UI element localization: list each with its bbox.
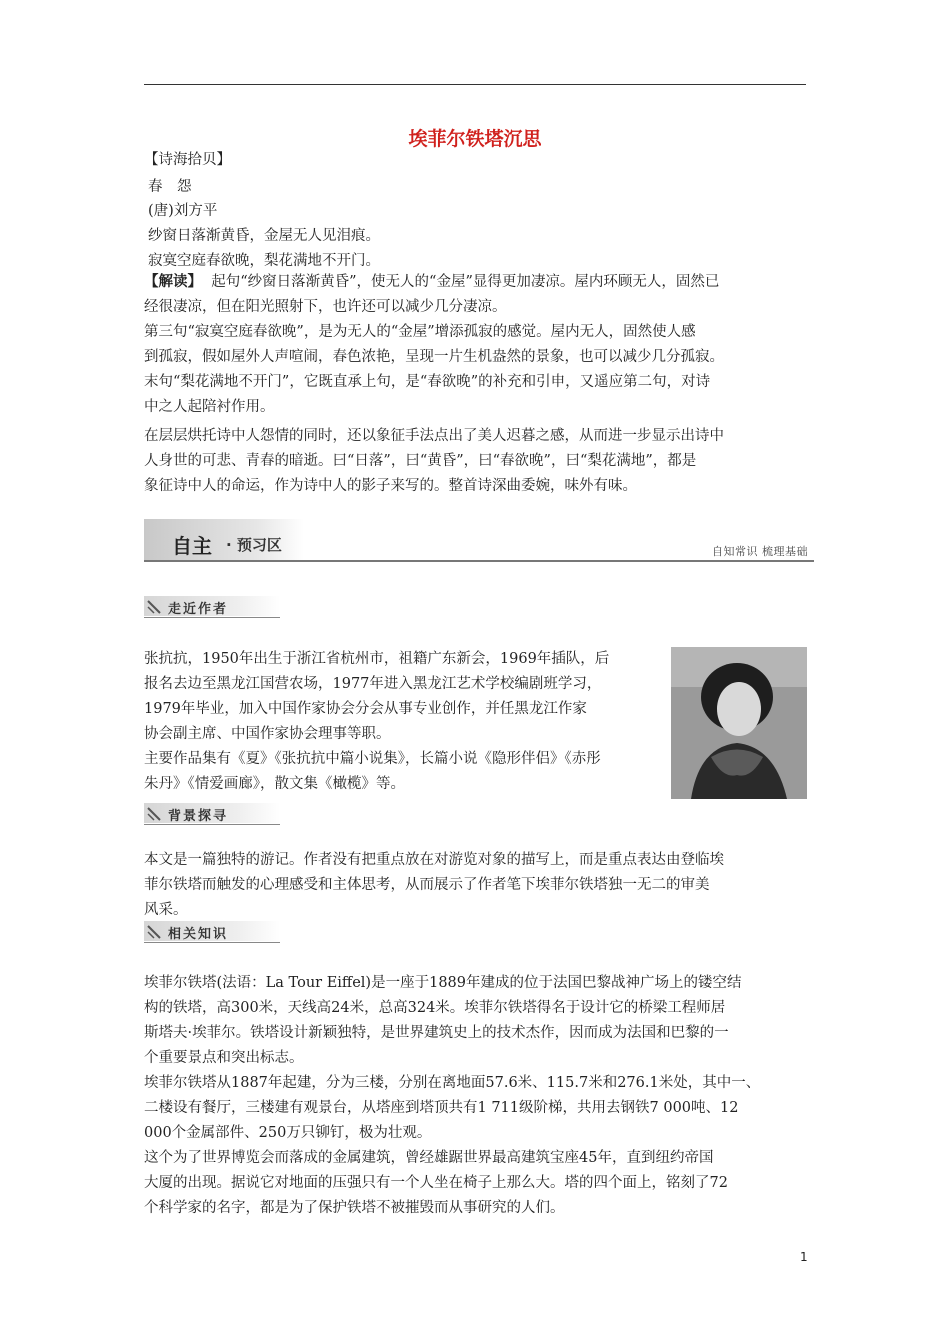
tag-label: 相关知识	[168, 927, 229, 942]
knowledge-line: 斯塔夫·埃菲尔。铁塔设计新颖独特，是世界建筑史上的技术杰作，因而成为法国和巴黎的一	[144, 1025, 729, 1041]
author-line: 1979年毕业，加入中国作家协会分会从事专业创作，并任黑龙江作家	[144, 701, 587, 717]
author-portrait	[671, 647, 807, 799]
tag-label: 背景探寻	[168, 809, 229, 824]
banner-right-text: 自知常识 梳理基础	[712, 545, 808, 558]
poem-section-header: 【诗海拾贝】	[144, 152, 231, 168]
portrait-image	[671, 647, 807, 799]
interpretation-line: 在层层烘托诗中人怨情的同时，还以象征手法点出了美人迟暮之感，从而进一步显示出诗中	[144, 428, 724, 444]
knowledge-line: 大厦的出现。据说它对地面的压强只有一个人坐在椅子上那么大。塔的四个面上，铭刻了72	[144, 1175, 728, 1191]
slash-icon	[146, 598, 162, 614]
interpretation-line: 象征诗中人的命运，作为诗中人的影子来写的。整首诗深曲委婉，味外有味。	[144, 478, 637, 494]
knowledge-line: 这个为了世界博览会而落成的金属建筑，曾经雄踞世界最高建筑宝座45年，直到纽约帝国	[144, 1150, 714, 1166]
banner-title: 自主	[172, 534, 212, 558]
document-title: 埃菲尔铁塔沉思	[408, 128, 542, 150]
interpretation-p1	[144, 270, 812, 295]
interpretation-line: 第三句“寂寞空庭春欲晚”，是为无人的“金屋”增添孤寂的感觉。屋内无人，固然使人感	[144, 324, 696, 340]
knowledge-line: 个重要景点和突出标志。	[144, 1050, 304, 1066]
slash-icon	[146, 923, 162, 939]
author-line: 主要作品集有《夏》《张抗抗中篇小说集》，长篇小说《隐形伴侣》《赤彤	[144, 751, 601, 767]
tag-rule	[144, 942, 280, 943]
author-line: 报名去边至黑龙江国营农场，1977年进入黑龙江艺术学校编剧班学习，	[144, 676, 602, 692]
poem-line-2: 寂寞空庭春欲晚，梨花满地不开门。	[148, 253, 380, 269]
interpretation-text: 起句“纱窗日落渐黄昏”，使无人的“金屋”显得更加凄凉。屋内环顾无人，固然已	[211, 274, 720, 290]
tag-background-section	[144, 803, 280, 827]
knowledge-line: 000个金属部件、250万只铆钉，极为壮观。	[144, 1125, 432, 1141]
poem-line-1: 纱窗日落渐黄昏，金屋无人见泪痕。	[148, 228, 380, 244]
background-line: 本文是一篇独特的游记。作者没有把重点放在对游览对象的描写上，而是重点表达由登临埃	[144, 852, 724, 868]
author-line: 协会副主席、中国作家协会理事等职。	[144, 726, 391, 742]
background-line: 菲尔铁塔而触发的心理感受和主体思考，从而展示了作者笔下埃菲尔铁塔独一无二的审美	[144, 877, 710, 893]
interpretation-label: 【解读】	[144, 273, 202, 290]
interpretation-line: 经很凄凉，但在阳光照射下，也许还可以减少几分凄凉。	[144, 299, 507, 315]
interpretation-line: 到孤寂，假如屋外人声喧闹，春色浓艳，呈现一片生机盎然的景象，也可以减少几分孤寂。	[144, 349, 724, 365]
tag-author	[144, 596, 280, 620]
author-line: 张抗抗，1950年出生于浙江省杭州市，祖籍广东新会，1969年插队，后	[144, 651, 610, 667]
knowledge-line: 埃菲尔铁塔从1887年起建，分为三楼，分别在离地面57.6米、115.7米和276.1米处，其中一、	[144, 1075, 761, 1091]
poem-title: 春 怨	[148, 179, 192, 195]
section-banner	[144, 519, 814, 563]
interpretation-line: 末句“梨花满地不开门”，它既直承上句，是“春欲晚”的补充和引申，又遥应第二句，对诗	[144, 374, 711, 390]
knowledge-line: 埃菲尔铁塔(法语：La Tour Eiffel)是一座于1889年建成的位于法国巴黎战神广场上的镂空结	[144, 975, 742, 991]
knowledge-line: 构的铁塔，高300米，天线高24米，总高324米。埃菲尔铁塔得名于设计它的桥梁工程师居	[144, 1000, 726, 1016]
interpretation-line: 人身世的可悲、青春的暗逝。曰“日落”，曰“黄昏”，曰“春欲晚”，曰“梨花满地”，都是	[144, 453, 697, 469]
knowledge-line: 二楼设有餐厅，三楼建有观景台，从塔座到塔顶共有1 711级阶梯，共用去钢铁7 000吨、12	[144, 1100, 739, 1116]
tag-knowledge	[144, 921, 280, 945]
banner-subtitle: · 预习区	[226, 536, 282, 554]
slash-icon	[146, 805, 162, 821]
tag-label: 走近作者	[168, 602, 229, 617]
interpretation-line: 中之人起陪衬作用。	[144, 399, 275, 415]
author-line: 朱丹》《情爱画廊》，散文集《橄榄》等。	[144, 776, 405, 792]
poem-author: (唐)刘方平	[148, 203, 218, 219]
tag-rule	[144, 617, 280, 618]
banner-rule	[144, 560, 814, 562]
background-line: 风采。	[144, 902, 188, 918]
knowledge-line: 个科学家的名字，都是为了保护铁塔不被摧毁而从事研究的人们。	[144, 1200, 565, 1216]
tag-rule	[144, 824, 280, 825]
page-number: 1	[800, 1250, 808, 1264]
header-rule	[144, 84, 806, 85]
